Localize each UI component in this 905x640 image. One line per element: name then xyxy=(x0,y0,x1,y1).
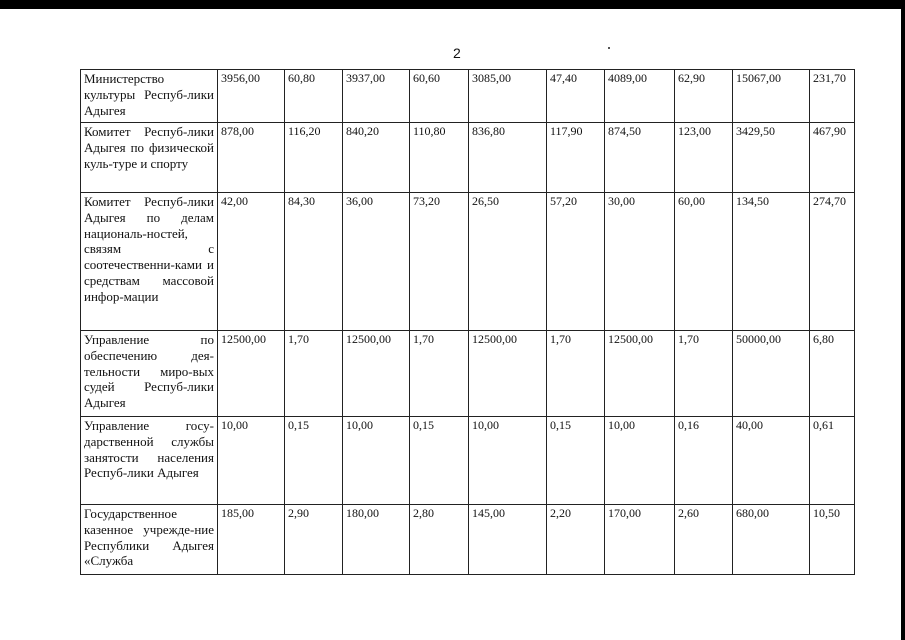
org-name-cell: Комитет Респуб-лики Адыгея по физической куль-туре и спорту xyxy=(81,123,218,193)
value-cell: 42,00 xyxy=(218,193,285,331)
value-cell: 145,00 xyxy=(469,505,547,575)
value-cell: 874,50 xyxy=(605,123,675,193)
value-cell: 1,70 xyxy=(547,331,605,417)
scan-right-border xyxy=(901,0,905,640)
value-cell: 1,70 xyxy=(675,331,733,417)
value-cell: 1,70 xyxy=(410,331,469,417)
value-cell: 840,20 xyxy=(343,123,410,193)
value-cell: 2,60 xyxy=(675,505,733,575)
table-row xyxy=(81,331,855,417)
table-row xyxy=(81,123,855,193)
value-cell: 6,80 xyxy=(810,331,855,417)
value-cell: 57,20 xyxy=(547,193,605,331)
table-row xyxy=(81,505,855,575)
table-row xyxy=(81,70,855,123)
value-cell: 2,90 xyxy=(285,505,343,575)
value-cell: 12500,00 xyxy=(343,331,410,417)
value-cell: 878,00 xyxy=(218,123,285,193)
value-cell: 73,20 xyxy=(410,193,469,331)
value-cell: 110,80 xyxy=(410,123,469,193)
value-cell: 26,50 xyxy=(469,193,547,331)
value-cell: 10,50 xyxy=(810,505,855,575)
value-cell: 170,00 xyxy=(605,505,675,575)
value-cell: 10,00 xyxy=(343,417,410,505)
value-cell: 47,40 xyxy=(547,70,605,123)
value-cell: 3937,00 xyxy=(343,70,410,123)
value-cell: 3956,00 xyxy=(218,70,285,123)
value-cell: 680,00 xyxy=(733,505,810,575)
org-name-cell: Государственное казенное учрежде-ние Республики Адыгея «Служба xyxy=(81,505,218,575)
value-cell: 60,60 xyxy=(410,70,469,123)
value-cell: 60,00 xyxy=(675,193,733,331)
table-row xyxy=(81,193,855,331)
value-cell: 2,80 xyxy=(410,505,469,575)
org-name-cell: Министерство культуры Респуб-лики Адыгея xyxy=(81,70,218,123)
value-cell: 123,00 xyxy=(675,123,733,193)
org-name-cell: Комитет Респуб-лики Адыгея по делам националь-ностей, связям с соотечественни-ками и средствам массовой инфор-мации xyxy=(81,193,218,331)
value-cell: 116,20 xyxy=(285,123,343,193)
value-cell: 40,00 xyxy=(733,417,810,505)
value-cell: 0,15 xyxy=(547,417,605,505)
value-cell: 3429,50 xyxy=(733,123,810,193)
value-cell: 0,16 xyxy=(675,417,733,505)
org-name-cell: Управление госу-дарственной службы занятости населения Респуб-лики Адыгея xyxy=(81,417,218,505)
value-cell: 0,15 xyxy=(285,417,343,505)
value-cell: 2,20 xyxy=(547,505,605,575)
value-cell: 12500,00 xyxy=(469,331,547,417)
value-cell: 10,00 xyxy=(469,417,547,505)
value-cell: 50000,00 xyxy=(733,331,810,417)
value-cell: 10,00 xyxy=(605,417,675,505)
value-cell: 62,90 xyxy=(675,70,733,123)
value-cell: 836,80 xyxy=(469,123,547,193)
value-cell: 180,00 xyxy=(343,505,410,575)
scan-speck xyxy=(608,47,610,49)
value-cell: 1,70 xyxy=(285,331,343,417)
table-row xyxy=(81,417,855,505)
value-cell: 60,80 xyxy=(285,70,343,123)
value-cell: 274,70 xyxy=(810,193,855,331)
scan-top-border xyxy=(0,0,905,9)
value-cell: 134,50 xyxy=(733,193,810,331)
value-cell: 10,00 xyxy=(218,417,285,505)
value-cell: 12500,00 xyxy=(218,331,285,417)
value-cell: 30,00 xyxy=(605,193,675,331)
value-cell: 0,61 xyxy=(810,417,855,505)
budget-table xyxy=(80,69,855,575)
value-cell: 3085,00 xyxy=(469,70,547,123)
value-cell: 15067,00 xyxy=(733,70,810,123)
page-number: 2 xyxy=(453,45,461,61)
value-cell: 231,70 xyxy=(810,70,855,123)
value-cell: 0,15 xyxy=(410,417,469,505)
value-cell: 84,30 xyxy=(285,193,343,331)
value-cell: 12500,00 xyxy=(605,331,675,417)
value-cell: 467,90 xyxy=(810,123,855,193)
org-name-cell: Управление по обеспечению дея-тельности миро-вых судей Респуб-лики Адыгея xyxy=(81,331,218,417)
value-cell: 117,90 xyxy=(547,123,605,193)
value-cell: 36,00 xyxy=(343,193,410,331)
value-cell: 4089,00 xyxy=(605,70,675,123)
value-cell: 185,00 xyxy=(218,505,285,575)
